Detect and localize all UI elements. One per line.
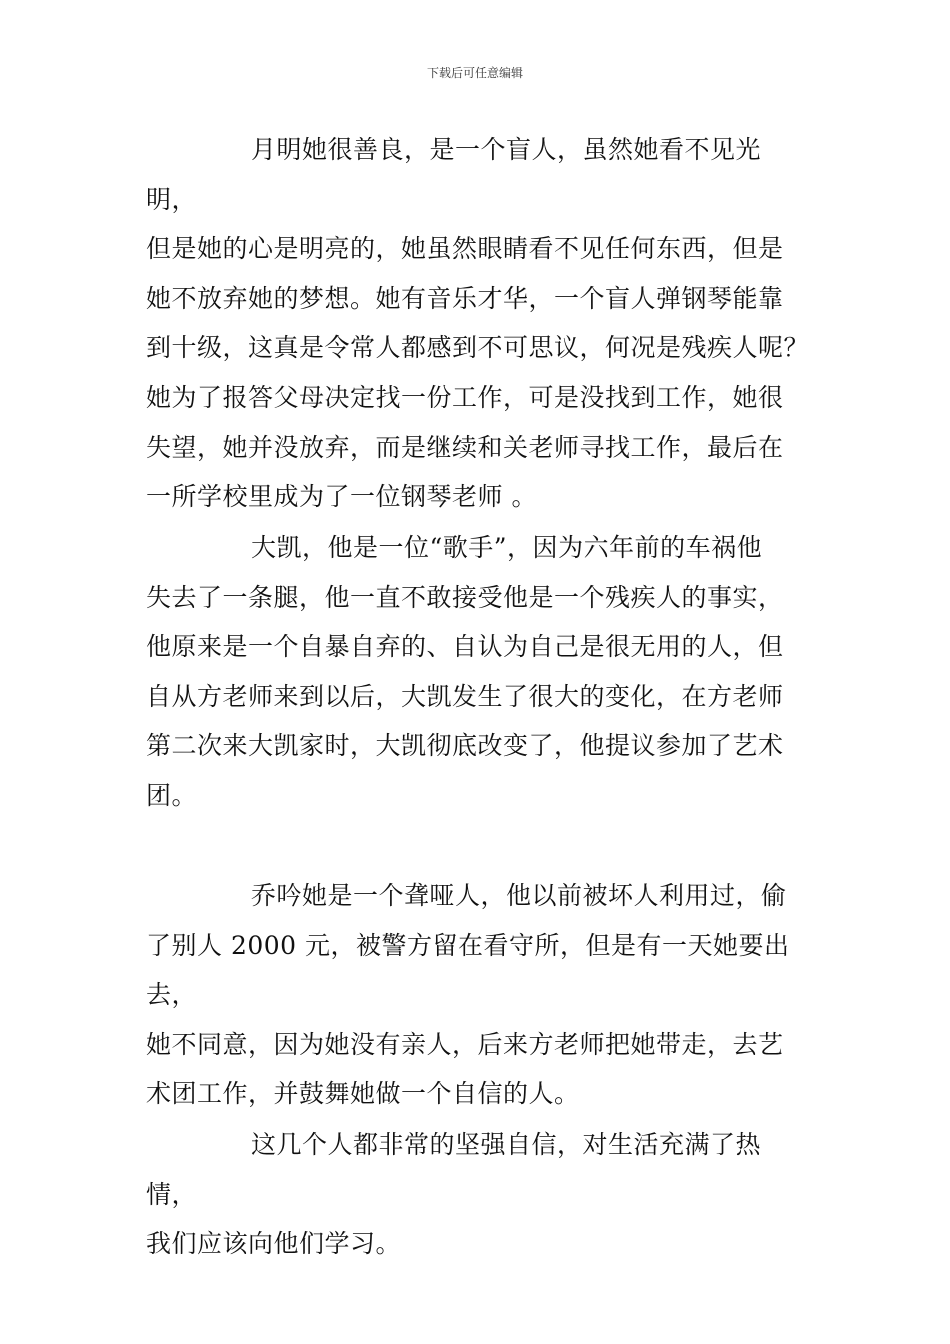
paragraph-dakai: 大凯，他是一位“歌手”，因为六年前的车祸他 失去了一条腿，他一直不敢接受他是一个残疾人的事实， 他原来是一个自暴自弃的、自认为自己是很无用的人，但 自从方老师来到以后，大凯发生了很大的变化，在方老师 第二次来大凯家时，大凯彻底改变了，他提议参加了艺术 团。 — [146, 533, 784, 810]
paragraph-qiaoyin: 乔吟她是一个聋哑人，他以前被坏人利用过，偷 了别人 2000 元，被警方留在看守所，但是有一天她要出去， 她不同意，因为她没有亲人，后来方老师把她带走，去艺 术团工作，并鼓舞她做一个自信的人。 — [146, 881, 790, 1109]
page-header: 下载后可任意编辑 — [426, 66, 523, 80]
paragraph-yueming: 月明她很善良，是一个盲人，虽然她看不见光明， 但是她的心是明亮的，她虽然眼睛看不见任何东西，但是 她不放弃她的梦想。她有音乐才华，一个盲人弹钢琴能靠 到十级，这真是令常人都感到不可思议，何况是残疾人呢？ 她为了报答父母决定找一份工作，可是没找到工作，她很 失望，她并没放弃，而是继续和关老师寻找工作，最后在 一所学校里成为了一位钢琴老师 。 — [146, 135, 810, 512]
paragraph-conclusion: 这几个人都非常的坚强自信，对生活充满了热情， 我们应该向他们学习。 — [146, 1130, 762, 1259]
